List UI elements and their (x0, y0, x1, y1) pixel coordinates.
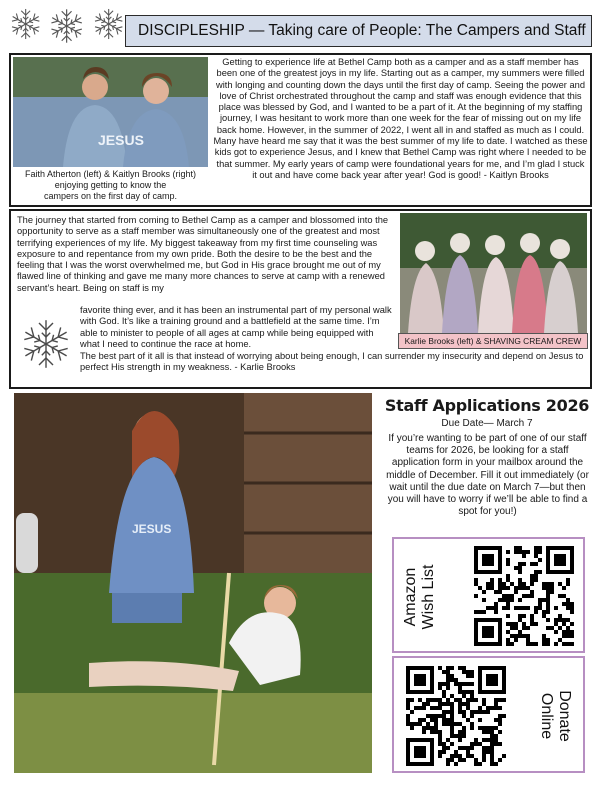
snowflake-icon (47, 4, 86, 48)
shirt-jesus-text: JESUS (132, 522, 172, 536)
photo-faith-and-kaitlyn (13, 57, 208, 167)
qr-code-icon[interactable] (406, 666, 506, 766)
snowflake-icon (8, 4, 43, 44)
story-2-text-middle: favorite thing ever, and it has been an instrumental part of my personal walk with God. It’s like a training ground and a battlefield at the same time. I’m able to minister to people of all ages at camp while being equipped with what I need to continue the race at home. (80, 305, 392, 349)
snowflake-icon (18, 316, 74, 372)
applications-body: If you’re wanting to be part of one of our staff teams for 2026, be looking for a staff application form in your mailbox around the middle of December. Fill it out immediately (or wait until the due date on March 7—but then you will have to worry if we’ll be able to find a spot for you!) (386, 433, 589, 518)
section-heading: Staff Applications 2026 (384, 396, 590, 415)
snowflake-icon (91, 4, 126, 44)
photo-counselor-and-camper-on-rope-swing (14, 393, 372, 773)
qr-code-icon[interactable] (474, 546, 574, 646)
photo-shaving-cream-crew (400, 213, 587, 333)
amazon-wish-list-box[interactable] (392, 537, 585, 653)
story-2-text-bottom: The best part of it all is that instead of worrying about being enough, I can surrender my insecurity and depend on Jesus to perfect His strength in my weakness. - Karlie Brooks (80, 351, 584, 373)
shirt-jesus-text: JESUS (98, 132, 144, 148)
photo-caption: Karlie Brooks (left) & SHAVING CREAM CREW (398, 333, 588, 349)
donate-label-wrapper (531, 664, 579, 768)
wish-list-label: Amazon Wish List (402, 564, 437, 630)
story-2-text-top: The journey that started from coming to Bethel Camp as a camper and blossomed into the opportunity to serve as a staff member was simultaneously one of the greatest and most terrifying experiences of my life. My biggest takeaway from my first time counseling was exposure to and repentance from my own pride. Both the desire to be the best and the feeling that I was the worst overwhelmed me, but God in His grace brought me out of my flawed line of thinking and gave me many more chances to serve at camp with a renewed servant’s heart. Being on staff is my (17, 215, 389, 293)
story-1-text: Getting to experience life at Bethel Camp both as a camper and as a staff member has been one of the greatest joys in my life. Starting out as a camper, my summers were filled with longing and counting down the days until the first day of camp. Seeing the power and love of Christ orchestrated throughout the camp and staff was enough evidence that this place was blessed by God, and I wanted to be a part of it. At the beginning of my staffing journey, I was hesitant to work more than one week for the fear of missing out on my life back home. However, in the summer of 2022, I went all in and staffed as much as I could. Many have heard me say that it was the best summer of my life to date. I watched as these kids got to experience Jesus, and I knew that Bethel Camp was right where I needed to be that summer. My early years of camp were foundational years for me, and I’m glad I stuck it out and have come back year after year! God is good! - Kaitlyn Brooks (213, 57, 588, 180)
donate-label: Donate Online (538, 690, 573, 742)
photo-caption: Faith Atherton (left) & Kaitlyn Brooks (right) enjoying getting to know the campers on the first day of camp. (24, 169, 197, 201)
page-title: DISCIPLESHIP — Taking care of People: The Campers and Staff (125, 15, 592, 47)
wish-list-label-wrapper (396, 545, 444, 649)
donate-online-box[interactable] (392, 656, 585, 773)
due-date: Due Date— March 7 (441, 418, 533, 429)
snowflake-decorations (8, 4, 126, 48)
